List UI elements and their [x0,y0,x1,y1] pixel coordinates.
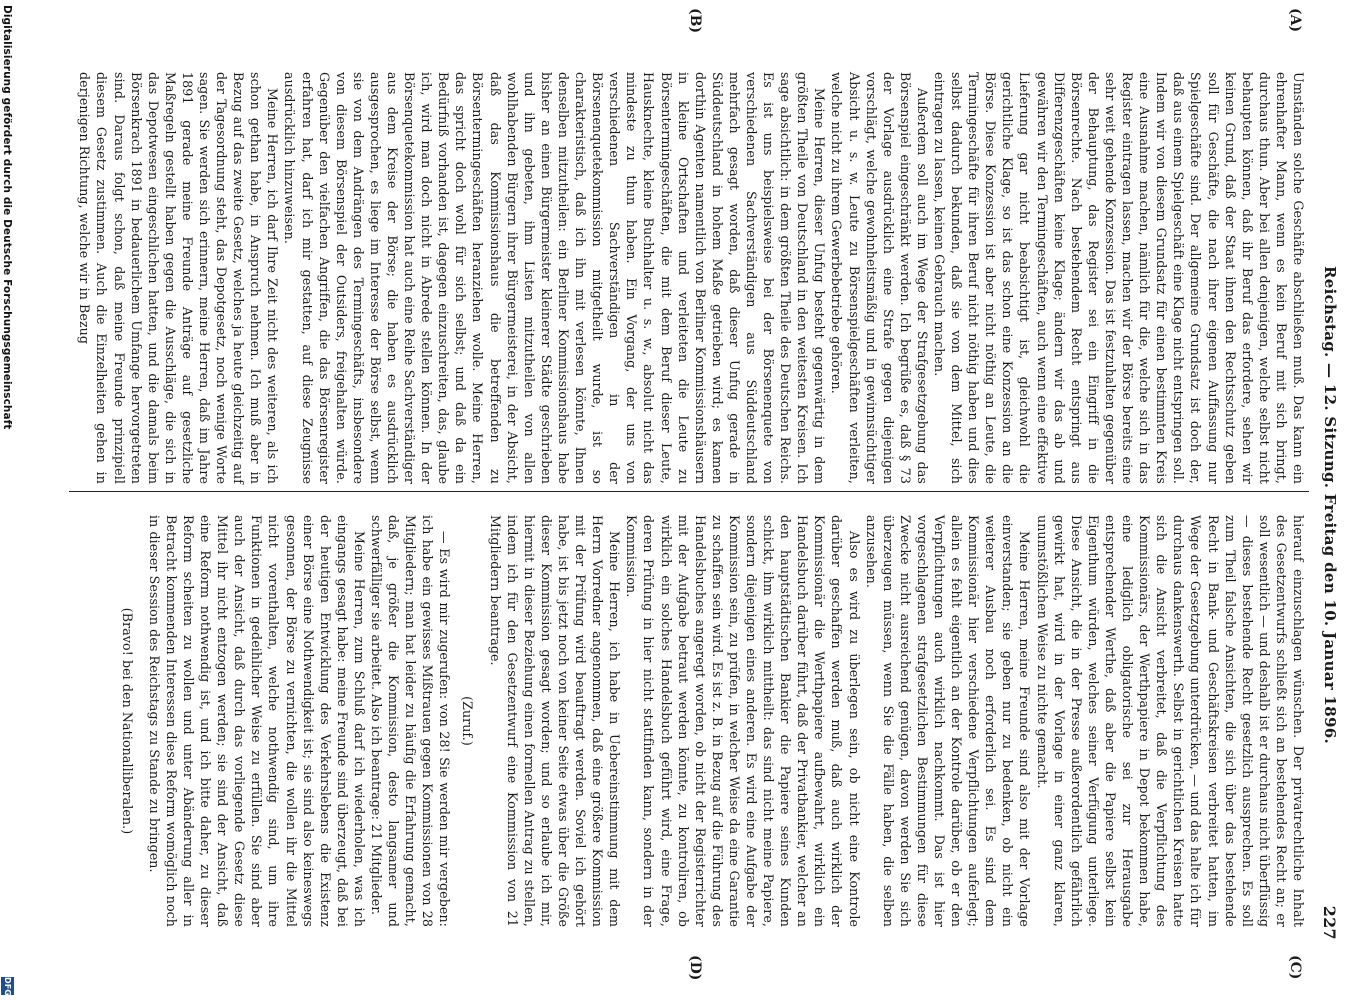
column-divider [69,491,1309,492]
paragraph: Meine Herren, ich darf Ihre Zeit nicht des weiteren, als ich schon gethan habe, in Anspruch nehmen. Ich muß aber in Bezug auf das zweite Gesetz, welches ja heute gleichzeitig auf der Tagesordnung steht, das Depotgesetz, noch wenige Worte sagen. Sie werden sich erinnern, meine Herren, daß im Jahre 1891 gerade meine Freunde Anträge auf gesetzliche Maßregeln gestellt haben gegen die Ausschläge, die sich in das Depotwesen eingeschlichen hatten, und die damals beim Börsenkrach 1891 in bedauerlichem Umfange hervorgetreten sind. Daraus folgt schon, daß meine Freunde prinzipiell diesem Gesetz zustimmen. Auch die Einzelheiten gehen in derjenigen Richtung, welche wir in Bezug [77,72,281,484]
running-title: Reichstag. — 12. Sitzung. Freitag den 10. Januar 1896. [1321,265,1339,745]
interjection: (Zuruf.) [460,696,476,746]
paragraph: — Es wird mir zugerufen: von 28! Sie werden mir vergeben: ich habe ein gewisses Mißtrauen gegen Kommissionen von 28 Mitgliedern; man hat leider zu häufig die Erfahrung gemacht, daß, je größer die Kommission, desto langsamer und schwerfälliger sie arbeitet. Also ich beantrage: 21 Mitglieder. [369,515,453,927]
page-header [1315,70,1339,940]
paragraph: Außerdem soll auch im Wege der Strafgesetzgebung das Börsenspiel eingeschränkt werden. Ich begrüße es, daß § 73 der Vorlage ausdrücklich eine Strafe gegen diejenigen vorschlägt, welche gewohnheitsmäßig und in gewinnsüchtiger Absicht u. s. w. Leute zu Börsenspielgeschäften verleiten, welche nicht zu ihrem Gewerbebetriebe gehören. [829,72,930,484]
applause-note: (Bravo! bei den Nationalliberalen.) [119,607,135,835]
paragraph: Meine Herren, dieser Unfug besteht gegenwärtig in dem größten Theile von Deutschland in den weitesten Kreisen. Ich sage absichtlich: in dem größten Theile des Deutschen Reichs. Es ist uns beispielsweise bei der Börsenenquete von verschiedenen Sachverständigen aus Süddeutschland mehrfach gesagt worden, daß dieser Unfug gerade in Süddeutschland in hohem Maße getrieben wird; es kamen dorthin Agenten namentlich von Berliner Kommissionshäusern in kleine Ortschaften und verleiteten die Leute zu Börsentermingeschäften, die mit dem Beruf dieser Leute, Hausknechte, kleine Buchhalter u. s. w., absolut nicht das mindeste zu thun haben. Ein Vorgang, der uns von verschiedenen Sachverständigen in der Börsenenquetekommission mitgetheilt wurde, ist so charakteristisch, daß ich ihn mit verlesen könnte, Ihnen denselben mitzutheilen: ein Berliner Kommissionshaus habe bisher an einen Bürgermeister kleinerer Städte geschrieben und ihn gebeten, ihm Listen mitzutheilen von allen wohlhabenden Bürgern ihrer Bürgermeisterei, in der Absicht, daß das Kommissionshaus die betreffenden zu Börsentermingeschäften heranziehen wolle. Meine Herren, das spricht doch wohl für sich selbst; und daß da ein Bedürfniß vorhanden ist, dagegen einzuschreiten, das, glaube ich, wird man doch nicht in Abrede stellen können. In der Börsenquetekommission hat auch eine Reihe Sachverständiger aus dem Kreise der Börse; die haben es ausdrücklich ausgesprochen, es liege im Interesse der Börse selbst, wenn sie von dem Andrängen des Termingeschäfts, insbesondere von diesem Börsenspiel der Outsiders, freigehalten würde. Gegenüber den vielfachen Angriffen, die das Börsenregister erfahren hat, darf ich mir gestatten, auf diese Zeugnisse ausdrücklich hinzuweisen. [282,72,828,484]
right-column [75,515,1307,927]
margin-letter-d: (D) [687,955,703,981]
paragraph: Meine Herren, meine Freunde sind also mit der Vorlage einverstanden; sie geben nur zu bedenken, ob nicht ein weiterer Ausbau noch erforderlich sei. Es sind dem Kommissionär hier verschiedene Verpflichtungen auferlegt; allein es fehlt eigentlich an der Kontrole darüber, ob er den Verpflichtungen auch wirklich nachkommt. Das ist hier vorgeschlagenen strafgesetzlichen Bestimmungen für diese Zwecke nicht ausreichend genügen, davon werden Sie sich überzeugen müssen, wenn Sie die Fälle haben, die selben anzusehen. [863,515,1033,927]
margin-letter-c: (C) [1287,955,1303,980]
dfg-logo: DFG [3,977,12,996]
margin-letter-b: (B) [687,8,703,34]
paragraph: hierauf einzuschlagen wünschen. Der privatrechtliche Inhalt des Gesetzentwurfs schließt sich an bestehendes Recht an; er soll wesentlich — und deshalb ist er durchaus nicht überflüssig — dieses bestehende Recht gesetzlich aussprechen. Es soll zum Theil falsche Ansichten, die sich über das bestehende Recht in Bank- und Geschäftskreisen verbreitet hatten, im Wege der Gesetzgebung unterdrücken, — und das halte ich für durchaus dankenswerth. Selbst in gerichtlichen Kreisen hatte sich die Ansicht verbreitet, daß die Verpflichtung des Kommissionärs, der Werthpapiere in Depot bekommen habe, eine lediglich obligatorische sei zur Herausgabe entsprechender Werthe, daß aber die Papiere selbst kein Eigenthum würden, welches seiner Verfügung unterliege. Diese Ansicht, die in der Presse außerordentlich gefährlich gewirkt hat, wird in der Vorlage in einer ganz klaren, unumstößlichen Weise zu nichte gemacht. [1034,515,1306,927]
left-column [75,72,1307,484]
funding-credit: Digitalisierung gefördert durch die Deutsche Forschungsgemeinschaft [1,5,13,430]
paragraph: Meine Herren, ich habe in Uebereinstimmung mit dem Herrn Vorredner angenommen, daß eine größere Kommission mit der Prüfung wird beauftragt werden. Soviel ich gehört habe, ist bis jetzt noch von keiner Seite etwas über die Größe dieser Kommission gesagt worden; und so erlaube ich mir, hiermit in dieser Beziehung einen formellen Antrag zu stellen, indem ich für den Gesetzentwurf eine Kommission von 21 Mitgliedern beantrage. [487,515,623,927]
paragraph: Umständen solche Geschäfte abschließen muß. Das kann ein ehrenhafter Mann, wenn es kein Beruf mit sich bringt, durchaus thun. Aber bei allen denjenigen, welche selbst nicht behaupten können, daß ihr Beruf das erfordere, sehen wir keinen Grund, daß der Staat ihnen den Rechtsschutz geben soll für Geschäfte, die nach ihrer eigenen Auffassung nur Spielgeschäfte sind. Der allgemeine Grundsatz ist doch der, daß aus einem Spielgeschäft eine Klage nicht entspringen soll. Indem wir von diesem Grundsatz für einen bestimmten Kreis eine Ausnahme machen, nämlich für die, welche sich in das Register eintragen lassen, machen wir der Börse bereits eine sehr weit gehende Konzession. Das ist festzuhalten gegenüber der Behauptung, das Register sei ein Eingriff in die Börsenrechte. Nach bestehendem Recht entspringt aus Differenzgeschäften keine Klage; ändern wir das ab und gewähren wir den Termingeschäften, auch wenn eine effektive Lieferung gar nicht beabsichtigt ist, gleichwohl die gerichtliche Klage, so ist das schon eine Konzession an die Börse. Diese Konzession ist aber nicht nöthig an Leute, die Termingeschäfte für ihren Beruf nicht nöthig haben und dies selbst dadurch bekunden, daß sie von dem Mittel, sich eintragen zu lassen, keinen Gebrauch machen. [932,72,1306,484]
paragraph: Also es wird zu überlegen sein, ob nicht eine Kontrole darüber geschaffen werden muß, daß auch wirklich der Kommissionär die Werthpapiere aufbewahrt, wirklich ein Handelsbuch darüber führt, daß der Privatbankier, welcher an den hauptstädtischen Bankier die Papiere seines Kunden schickt, ihm wirklich mittheilt: das sind nicht meine Papiere, sondern diejenigen eines anderen. Es wird eine Aufgabe der Kommission sein, zu prüfen, in welcher Weise da eine Garantie zu schaffen sein wird. Es ist z. B. in Bezug auf die Führung des Handelsbuches angeregt worden, ob nicht der Registerrichter mit der Aufgabe betraut werden könnte, zu kontroliren, ob wirklich ein solches Handelsbuch geführt wird, eine Frage, deren Prüfung in hier nicht stattfinden kann, sondern in der Kommission. [624,515,862,927]
digitization-stripe [0,0,13,1000]
paragraph: Meine Herren, zum Schluß darf ich wiederholen, was ich eingangs gesagt habe: meine Freunde sind überzeugt, daß bei der heutigen Entwicklung des Verkehrslebens die Existenz einer Börse eine Nothwendigkeit ist; sie sind also keineswegs gesonnen, der Börse zu vernichten, die wollen ihr die Mittel nicht vorenthalten, welche nothwendig sind, um ihre Funktionen in gedeihlicher Weise zu erfüllen. Sie sind aber auch der Ansicht, daß durch das vorliegende Gesetz diese Mittel ihr nicht entzogen werden; sie sind der Ansicht, daß eine Reform nothwendig ist, und ich bitte daher, zu dieser Reform scheiten zu wollen und unter Abänderung aller in Betracht kommenden Interessen diese Reform womöglich noch in dieser Session des Reichstags zu Stande zu bringen. [146,515,367,927]
margin-letter-a: (A) [1287,8,1303,33]
page-number: 227 [1320,905,1339,940]
